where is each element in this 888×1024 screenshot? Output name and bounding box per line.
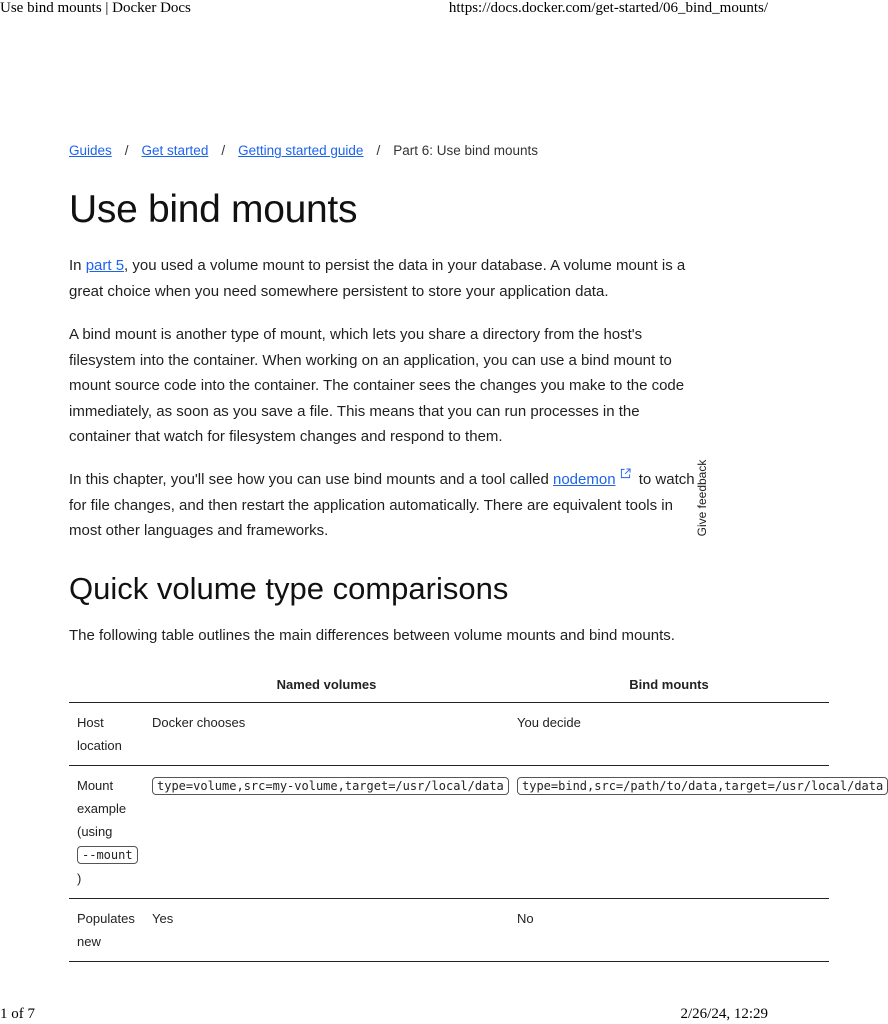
- page-title: Use bind mounts: [69, 188, 358, 231]
- nodemon-link[interactable]: nodemon: [553, 471, 616, 488]
- row-label-mount-example: [69, 765, 144, 898]
- print-footer-page-number: 1 of 7: [0, 1006, 35, 1022]
- print-footer-date: 2/26/24, 12:29: [680, 1006, 768, 1022]
- intro-p3-text-before: In this chapter, you'll see how you can use bind mounts and a tool called: [69, 471, 553, 488]
- row-label-mount-example-text: Mount example (using: [77, 777, 127, 839]
- part-5-link[interactable]: part 5: [85, 257, 125, 274]
- table-row: [69, 702, 829, 765]
- table-header-named-volumes: Named volumes: [144, 668, 509, 702]
- table-header-empty: [69, 668, 144, 702]
- table-header-bind-mounts: Bind mounts: [509, 668, 829, 702]
- cell-named-host-location: Docker chooses: [144, 702, 509, 765]
- breadcrumb: [69, 143, 538, 158]
- section-description: The following table outlines the main differences between volume mounts and bind mounts.: [69, 627, 675, 644]
- intro-paragraph-1: [69, 253, 699, 304]
- cell-bind-host-location: You decide: [509, 702, 829, 765]
- mount-flag-code: --mount: [77, 846, 138, 864]
- cell-bind-populates-new: No: [509, 898, 829, 961]
- print-header: [0, 0, 768, 18]
- intro-paragraph-2: A bind mount is another type of mount, which lets you share a directory from the host's filesystem into the container. When working on an application, you can use a bind mount to mount source code into the container. The container sees the changes you make to the code immediately, as soon as you save a file. This means that you can run processes in the container that watch for filesystem changes and respond to them.: [69, 326, 685, 446]
- cell-named-mount-example: [144, 765, 509, 898]
- bind-mount-code: type=bind,src=/path/to/data,target=/usr/local/data: [517, 777, 888, 795]
- table-row: [69, 765, 829, 898]
- table-row: [69, 898, 829, 961]
- breadcrumb-link-guides[interactable]: Guides: [69, 143, 112, 158]
- print-header-url: https://docs.docker.com/get-started/06_bind_mounts/: [448, 0, 768, 16]
- cell-bind-mount-example: [509, 765, 884, 898]
- row-label-mount-example-close: ): [77, 870, 82, 886]
- external-link-icon: [620, 468, 631, 479]
- intro-p1-text-after: , you used a volume mount to persist the data in your database. A volume mount is a great choice when you need somewhere persistent to store your application data.: [69, 257, 686, 300]
- intro-p3-text-after: to watch for file changes, and then restart the application automatically. There are equivalent tools in most other languages and frameworks.: [69, 471, 695, 540]
- table-header-row: [69, 668, 829, 702]
- breadcrumb-link-getting-started-guide[interactable]: Getting started guide: [238, 143, 364, 158]
- breadcrumb-separator: /: [124, 143, 129, 158]
- breadcrumb-separator: /: [376, 143, 381, 158]
- print-footer: [0, 1006, 768, 1024]
- breadcrumb-separator: /: [221, 143, 226, 158]
- comparison-table-container[interactable]: [69, 668, 884, 958]
- give-feedback-button[interactable]: [694, 456, 710, 540]
- row-label-populates-new: Populates new: [69, 898, 144, 961]
- row-label-host-location: Host location: [69, 702, 144, 765]
- named-volume-mount-code: type=volume,src=my-volume,target=/usr/local/data: [152, 777, 509, 795]
- section-title: Quick volume type comparisons: [69, 571, 509, 606]
- breadcrumb-current: Part 6: Use bind mounts: [393, 143, 539, 158]
- cell-named-populates-new: Yes: [144, 898, 509, 961]
- intro-p1-text-before: In: [69, 257, 86, 274]
- give-feedback-label: Give feedback: [695, 459, 709, 537]
- breadcrumb-link-get-started[interactable]: Get started: [141, 143, 209, 158]
- intro-paragraph-3: [69, 467, 699, 544]
- comparison-table: [69, 668, 884, 962]
- print-header-title: Use bind mounts | Docker Docs: [0, 0, 191, 16]
